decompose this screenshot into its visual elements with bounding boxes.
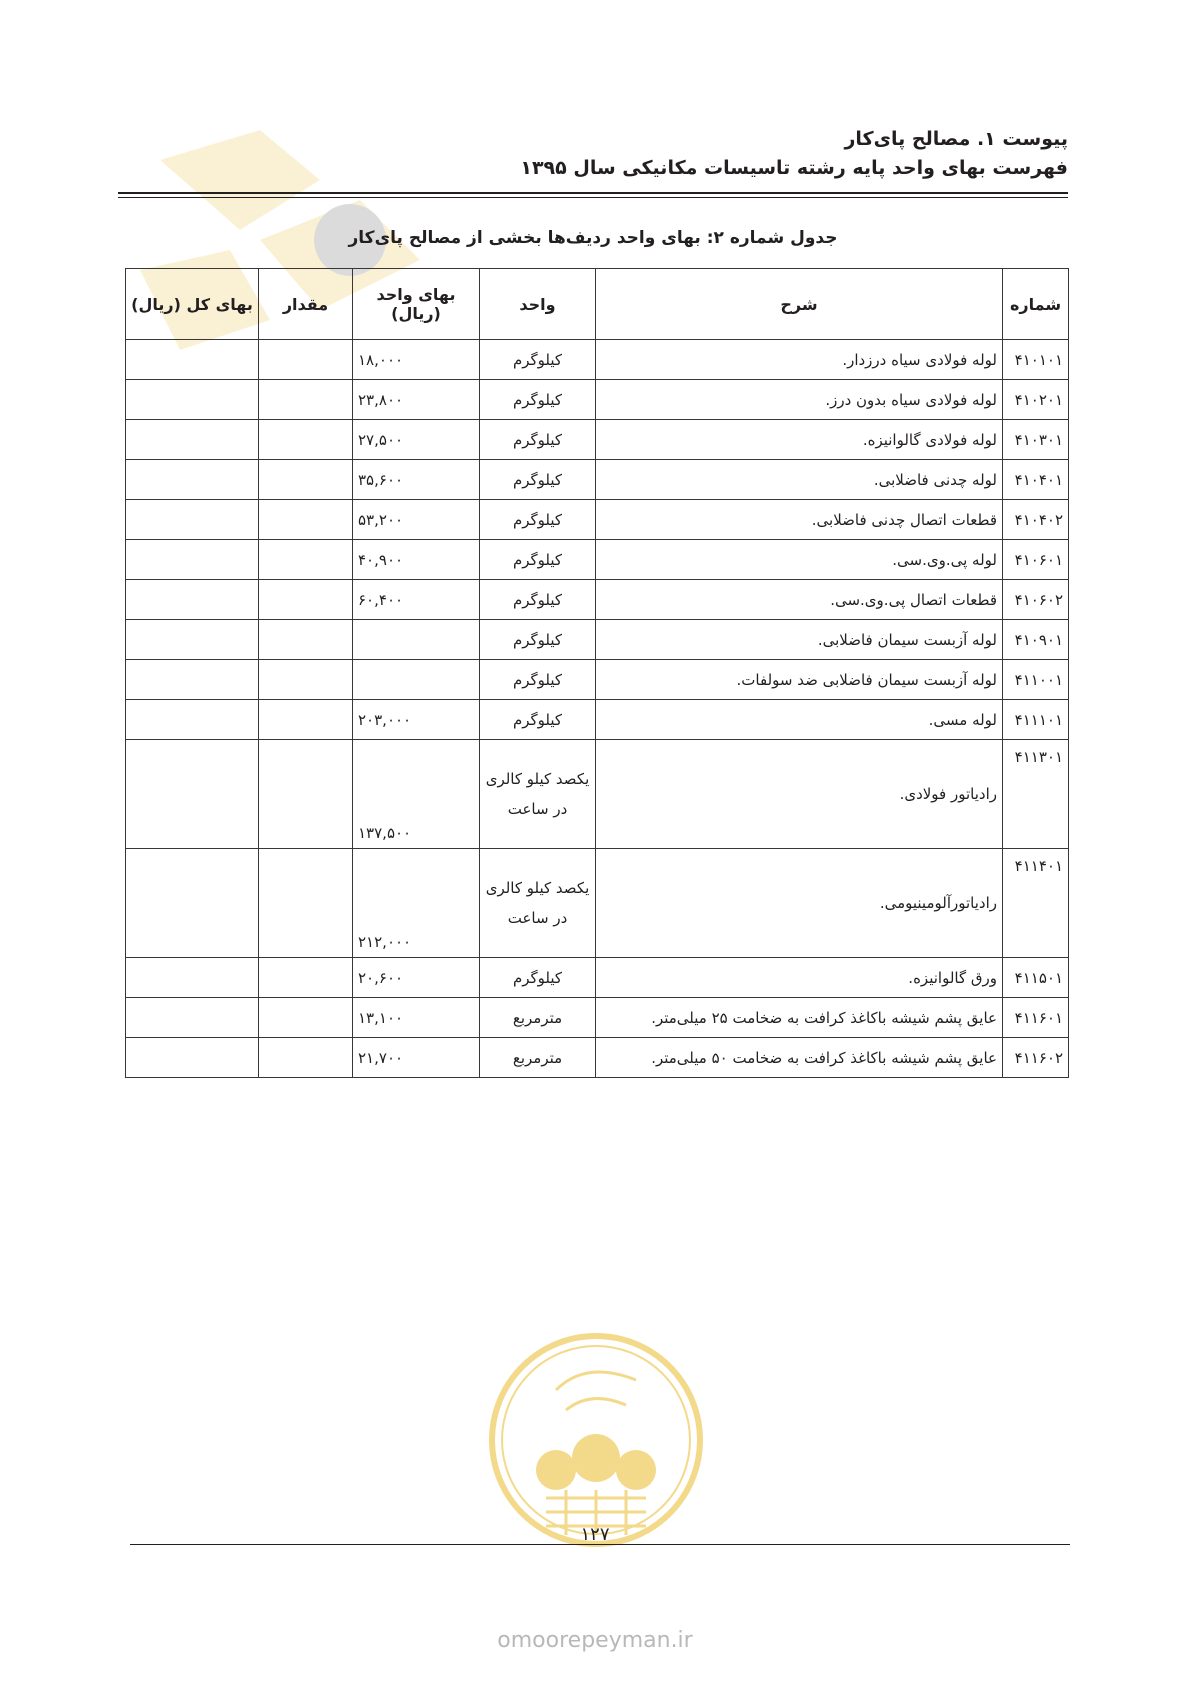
- row-unit: کیلوگرم: [480, 620, 596, 660]
- row-total-price: [126, 380, 259, 420]
- row-unit-price: ۲۳,۸۰۰: [353, 380, 480, 420]
- row-total-price: [126, 620, 259, 660]
- row-unit-price: ۳۵,۶۰۰: [353, 460, 480, 500]
- table-row: [126, 460, 1069, 500]
- row-unit-price: ۲۰۳,۰۰۰: [353, 700, 480, 740]
- row-unit-price: ۱۸,۰۰۰: [353, 340, 480, 380]
- row-description: لوله فولادی گالوانیزه.: [596, 420, 1003, 460]
- row-unit: کیلوگرم: [480, 660, 596, 700]
- row-unit: کیلوگرم: [480, 500, 596, 540]
- header-quantity: مقدار: [259, 269, 353, 340]
- row-unit-price: ۵۳,۲۰۰: [353, 500, 480, 540]
- row-description: لوله چدنی فاضلابی.: [596, 460, 1003, 500]
- row-description: قطعات اتصال پی.وی.سی.: [596, 580, 1003, 620]
- row-quantity: [259, 700, 353, 740]
- price-table: [125, 268, 1069, 1078]
- row-total-price: [126, 580, 259, 620]
- row-number: ۴۱۱۵۰۱: [1003, 958, 1069, 998]
- header-unit-price: [353, 269, 480, 340]
- row-unit: کیلوگرم: [480, 580, 596, 620]
- row-description: عایق پشم شیشه باکاغذ کرافت به ضخامت ۲۵ میلی‌متر.: [596, 998, 1003, 1038]
- row-total-price: [126, 998, 259, 1038]
- row-number: ۴۱۱۶۰۱: [1003, 998, 1069, 1038]
- header-unit-price-currency: (ریال): [391, 304, 441, 323]
- row-number: ۴۱۰۶۰۱: [1003, 540, 1069, 580]
- row-unit: یکصد کیلو کالری در ساعت: [480, 740, 596, 849]
- row-quantity: [259, 420, 353, 460]
- table-row: [126, 958, 1069, 998]
- row-unit-price: ۲۱,۷۰۰: [353, 1038, 480, 1078]
- table-row: [126, 540, 1069, 580]
- row-unit: کیلوگرم: [480, 340, 596, 380]
- row-total-price: [126, 740, 259, 849]
- row-unit: کیلوگرم: [480, 540, 596, 580]
- row-number: ۴۱۱۰۰۱: [1003, 660, 1069, 700]
- row-total-price: [126, 460, 259, 500]
- header-rule-thin: [118, 197, 1068, 198]
- row-description: عایق پشم شیشه باکاغذ کرافت به ضخامت ۵۰ میلی‌متر.: [596, 1038, 1003, 1078]
- row-unit-price: ۲۰,۶۰۰: [353, 958, 480, 998]
- row-quantity: [259, 998, 353, 1038]
- row-total-price: [126, 1038, 259, 1078]
- row-number: ۴۱۰۹۰۱: [1003, 620, 1069, 660]
- row-unit: مترمربع: [480, 1038, 596, 1078]
- row-total-price: [126, 958, 259, 998]
- row-unit: کیلوگرم: [480, 380, 596, 420]
- row-quantity: [259, 540, 353, 580]
- table-row: [126, 500, 1069, 540]
- row-description: ورق گالوانیزه.: [596, 958, 1003, 998]
- row-quantity: [259, 340, 353, 380]
- row-quantity: [259, 620, 353, 660]
- row-quantity: [259, 740, 353, 849]
- row-unit-price: ۴۰,۹۰۰: [353, 540, 480, 580]
- table-header-row: [126, 269, 1069, 340]
- seal-logo: [486, 1330, 706, 1550]
- row-description: رادیاتورآلومینیومی.: [596, 849, 1003, 958]
- row-number: ۴۱۰۳۰۱: [1003, 420, 1069, 460]
- row-number: ۴۱۰۱۰۱: [1003, 340, 1069, 380]
- row-unit: یکصد کیلو کالری در ساعت: [480, 849, 596, 958]
- row-number: ۴۱۱۱۰۱: [1003, 700, 1069, 740]
- page-number: ۱۲۷: [580, 1524, 610, 1545]
- row-unit: کیلوگرم: [480, 460, 596, 500]
- row-unit-price: [353, 660, 480, 700]
- row-description: رادیاتور فولادی.: [596, 740, 1003, 849]
- row-quantity: [259, 460, 353, 500]
- table-row: [126, 660, 1069, 700]
- row-quantity: [259, 849, 353, 958]
- table-row: [126, 580, 1069, 620]
- table-row: [126, 340, 1069, 380]
- row-total-price: [126, 420, 259, 460]
- table-row: [126, 998, 1069, 1038]
- header-description: شرح: [596, 269, 1003, 340]
- row-quantity: [259, 580, 353, 620]
- appendix-title: پیوست ۱. مصالح پای‌کار: [844, 128, 1068, 150]
- row-number: ۴۱۰۲۰۱: [1003, 380, 1069, 420]
- row-unit-price: ۱۳,۱۰۰: [353, 998, 480, 1038]
- header-unit-price-label: بهای واحد: [376, 285, 456, 304]
- row-total-price: [126, 340, 259, 380]
- row-description: قطعات اتصال چدنی فاضلابی.: [596, 500, 1003, 540]
- row-number: ۴۱۰۶۰۲: [1003, 580, 1069, 620]
- header-number: شماره: [1003, 269, 1069, 340]
- row-unit: کیلوگرم: [480, 700, 596, 740]
- row-unit-price: ۲۱۲,۰۰۰: [353, 849, 480, 958]
- row-total-price: [126, 500, 259, 540]
- row-number: ۴۱۰۴۰۲: [1003, 500, 1069, 540]
- row-total-price: [126, 849, 259, 958]
- row-unit-price: ۶۰,۴۰۰: [353, 580, 480, 620]
- page-header: [118, 125, 1068, 183]
- table-caption: جدول شماره ۲: بهای واحد ردیف‌ها بخشی از مصالح پای‌کار: [348, 228, 838, 248]
- header-total-price: بهای کل (ریال): [126, 269, 259, 340]
- document-title: فهرست بهای واحد پایه رشته تاسیسات مکانیکی سال ۱۳۹۵: [520, 157, 1068, 179]
- row-description: لوله آزبست سیمان فاضلابی ضد سولفات.: [596, 660, 1003, 700]
- row-quantity: [259, 380, 353, 420]
- website-watermark: omoorepeyman.ir: [497, 1628, 693, 1653]
- row-number: ۴۱۱۶۰۲: [1003, 1038, 1069, 1078]
- row-description: لوله پی.وی.سی.: [596, 540, 1003, 580]
- header-rule-thick: [118, 192, 1068, 194]
- row-quantity: [259, 660, 353, 700]
- row-number: ۴۱۱۳۰۱: [1003, 740, 1069, 849]
- row-description: لوله آزبست سیمان فاضلابی.: [596, 620, 1003, 660]
- table-row: [126, 420, 1069, 460]
- row-quantity: [259, 1038, 353, 1078]
- row-total-price: [126, 700, 259, 740]
- row-unit: کیلوگرم: [480, 420, 596, 460]
- row-quantity: [259, 500, 353, 540]
- row-description: لوله مسی.: [596, 700, 1003, 740]
- row-unit-price: ۲۷,۵۰۰: [353, 420, 480, 460]
- row-total-price: [126, 660, 259, 700]
- row-number: ۴۱۱۴۰۱: [1003, 849, 1069, 958]
- row-description: لوله فولادی سیاه بدون درز.: [596, 380, 1003, 420]
- table-row: [126, 380, 1069, 420]
- table-row: [126, 1038, 1069, 1078]
- header-unit: واحد: [480, 269, 596, 340]
- row-total-price: [126, 540, 259, 580]
- row-unit-price: ۱۳۷,۵۰۰: [353, 740, 480, 849]
- row-unit: کیلوگرم: [480, 958, 596, 998]
- table-row: [126, 620, 1069, 660]
- row-unit: مترمربع: [480, 998, 596, 1038]
- table-row: [126, 700, 1069, 740]
- row-unit-price: [353, 620, 480, 660]
- table-row: [126, 740, 1069, 849]
- row-number: ۴۱۰۴۰۱: [1003, 460, 1069, 500]
- table-row: [126, 849, 1069, 958]
- row-quantity: [259, 958, 353, 998]
- row-description: لوله فولادی سیاه درزدار.: [596, 340, 1003, 380]
